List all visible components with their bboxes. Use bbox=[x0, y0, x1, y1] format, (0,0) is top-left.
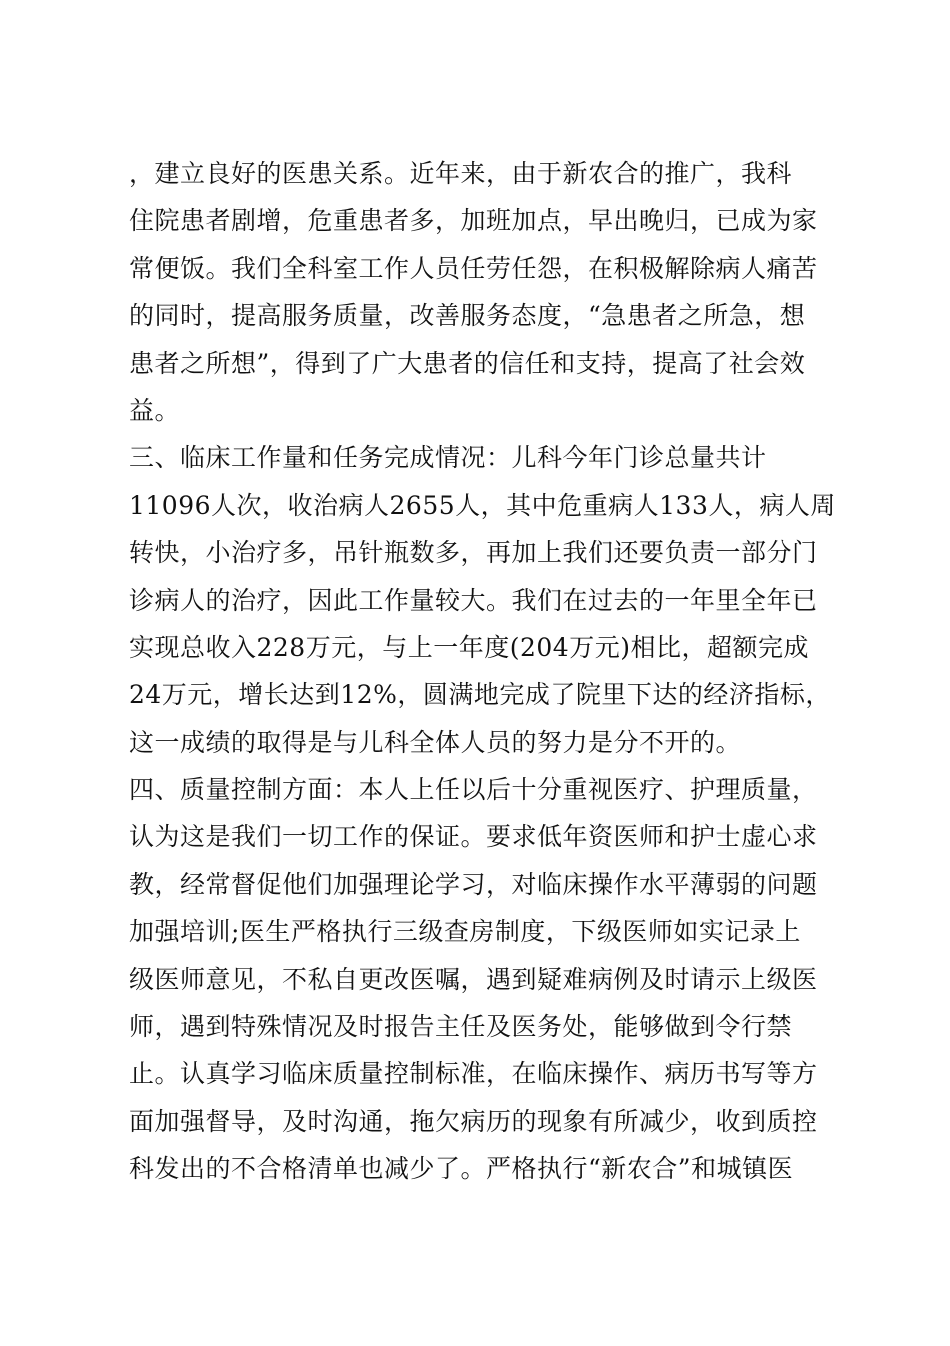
text-line-21: 面加强督导，及时沟通，拖欠病历的现象有所减少，收到质控 bbox=[129, 1106, 818, 1136]
text-line-4: 的同时，提高服务质量，改善服务态度，“急患者之所急，想 bbox=[129, 301, 806, 331]
text-line-3: 常便饭。我们全科室工作人员任劳任怨，在积极解除病人痛苦 bbox=[129, 253, 818, 283]
text-line-12: 24万元，增长达到12%，圆满地完成了院里下达的经济指标， bbox=[129, 680, 831, 710]
text-line-11: 实现总收入228万元，与上一年度(204万元)相比，超额完成 bbox=[129, 632, 809, 662]
text-line-19: 师，遇到特殊情况及时报告主任及医务处，能够做到令行禁 bbox=[129, 1012, 793, 1042]
text-line-10: 诊病人的治疗，因此工作量较大。我们在过去的一年里全年已 bbox=[129, 585, 818, 615]
text-line-9: 转快，小治疗多，吊针瓶数多，再加上我们还要负责一部分门 bbox=[129, 538, 818, 568]
text-line-7: 三、临床工作量和任务完成情况：儿科今年门诊总量共计 bbox=[129, 443, 767, 473]
text-line-13: 这一成绩的取得是与儿科全体人员的努力是分不开的。 bbox=[129, 727, 742, 757]
body-text bbox=[129, 150, 836, 1193]
text-line-18: 级医师意见，不私自更改医嘱，遇到疑难病例及时请示上级医 bbox=[129, 964, 818, 994]
text-line-22: 科发出的不合格清单也减少了。严格执行“新农合”和城镇医 bbox=[129, 1154, 794, 1184]
text-line-17: 加强培训;医生严格执行三级查房制度，下级医师如实记录上 bbox=[129, 917, 801, 947]
text-line-6: 益。 bbox=[129, 395, 181, 425]
text-line-5: 患者之所想”，得到了广大患者的信任和支持，提高了社会效 bbox=[129, 348, 806, 378]
text-line-8: 11096人次，收治病人2655人，其中危重病人133人，病人周 bbox=[129, 490, 836, 520]
text-line-16: 教，经常督促他们加强理论学习，对临床操作水平薄弱的问题 bbox=[129, 869, 818, 899]
text-line-15: 认为这是我们一切工作的保证。要求低年资医师和护士虚心求 bbox=[129, 822, 818, 852]
text-line-20: 止。认真学习临床质量控制标准，在临床操作、病历书写等方 bbox=[129, 1059, 818, 1089]
text-line-1: ，建立良好的医患关系。近年来，由于新农合的推广，我科 bbox=[129, 159, 793, 188]
text-line-14: 四、质量控制方面：本人上任以后十分重视医疗、护理质量， bbox=[129, 775, 818, 805]
text-line-2: 住院患者剧增，危重患者多，加班加点，早出晚归，已成为家 bbox=[129, 206, 818, 236]
